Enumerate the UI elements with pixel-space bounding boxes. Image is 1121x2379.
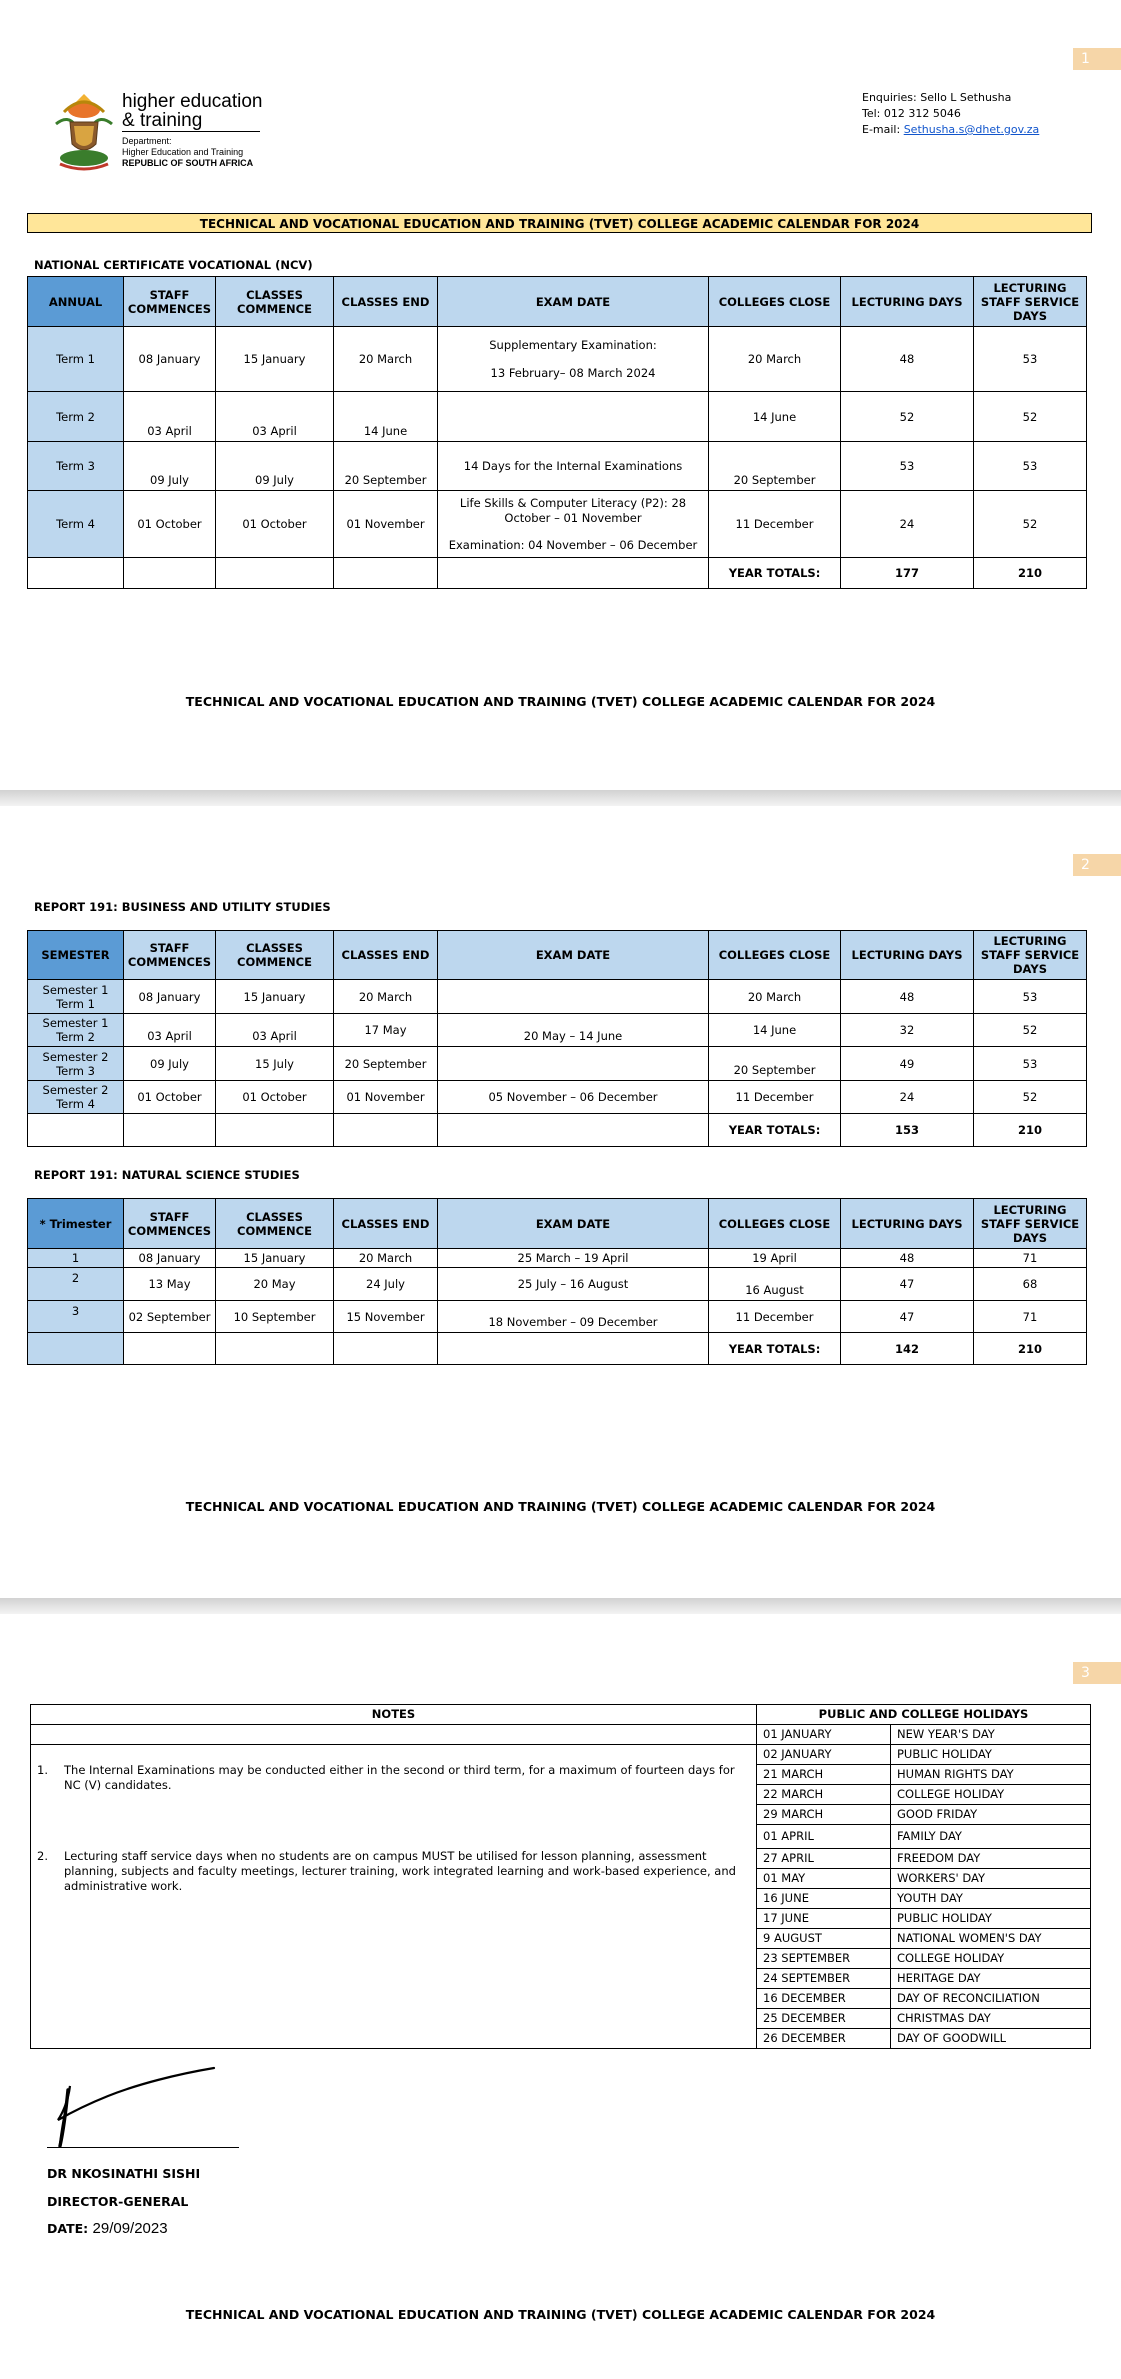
table-row: Semester 1 Term 1 08 January 15 January 20 March 20 March 48 53 xyxy=(28,980,1087,1014)
note-item: 2. Lecturing staff service days when no students are on campus MUST be utilised for lesson planning, assessment planning, subjects and faculty meetings, lecturer training, work integrated learning and work-based experience, and administrative work. xyxy=(37,1849,736,1893)
table-row: Term 3 09 July 09 July 20 September 14 Days for the Internal Examinations 20 September 53 53 xyxy=(28,442,1087,491)
table-row: Semester 1 Term 2 03 April 03 April 17 May 20 May – 14 June 14 June 32 52 xyxy=(28,1014,1087,1047)
business-section-label: REPORT 191: BUSINESS AND UTILITY STUDIES xyxy=(34,900,331,914)
totals-row: YEAR TOTALS: 142 210 xyxy=(28,1333,1087,1365)
page-3 xyxy=(0,1614,1121,2379)
page-number: 3 xyxy=(1073,1662,1121,1684)
page-footer: TECHNICAL AND VOCATIONAL EDUCATION AND TRAINING (TVET) COLLEGE ACADEMIC CALENDAR FOR 2024 xyxy=(185,1499,936,1514)
notes-holidays-table xyxy=(30,1704,1091,2049)
table-row: 2 13 May 20 May 24 July 25 July – 16 August 16 August 47 68 xyxy=(28,1268,1087,1301)
page-number: 2 xyxy=(1073,854,1121,876)
totals-row: YEAR TOTALS: 153 210 xyxy=(28,1114,1087,1147)
table-row: 22 MARCH COLLEGE HOLIDAY xyxy=(31,1785,1091,1805)
notes-body xyxy=(31,1745,757,2049)
department-wordmark: higher education & training Department: Higher Education and Training REPUBLIC OF SOUTH AFRICA xyxy=(122,91,263,168)
table-row: 23 SEPTEMBER COLLEGE HOLIDAY xyxy=(31,1949,1091,1969)
ncv-calendar-table xyxy=(27,276,1087,589)
page-2 xyxy=(0,806,1121,1598)
table-row: 01 MAY WORKERS' DAY xyxy=(31,1869,1091,1889)
table-row: 3 02 September 10 September 15 November 18 November – 09 December 11 December 47 71 xyxy=(28,1301,1087,1333)
totals-row: YEAR TOTALS: 177 210 xyxy=(28,558,1087,589)
table-row: 01 APRIL FAMILY DAY xyxy=(31,1825,1091,1849)
calendar-title-banner: TECHNICAL AND VOCATIONAL EDUCATION AND TRAINING (TVET) COLLEGE ACADEMIC CALENDAR FOR 2024 xyxy=(27,213,1092,233)
table-row: 9 AUGUST NATIONAL WOMEN'S DAY xyxy=(31,1929,1091,1949)
table-row: 1 08 January 15 January 20 March 25 March – 19 April 19 April 48 71 xyxy=(28,1249,1087,1268)
table-row: Term 1 08 January 15 January 20 March Supplementary Examination: 13 February– 08 March 2024 20 March 48 53 xyxy=(28,327,1087,392)
signature-date: DATE: 29/09/2023 xyxy=(47,2220,168,2237)
table-row: 21 MARCH HUMAN RIGHTS DAY xyxy=(31,1765,1091,1785)
table-row: 24 SEPTEMBER HERITAGE DAY xyxy=(31,1969,1091,1989)
table-header-row: NOTES PUBLIC AND COLLEGE HOLIDAYS xyxy=(31,1705,1091,1725)
email-link[interactable]: Sethusha.s@dhet.gov.za xyxy=(903,123,1040,136)
table-row: 26 DECEMBER DAY OF GOODWILL xyxy=(31,2029,1091,2049)
table-row: 1. The Internal Examinations may be conducted either in the second or third term, for a maximum of fourteen days for NC (V) candidates. 2. Lecturing staff service days when no students are on campus MUST be utilised for lesson planning, assessment planning, subjects and faculty meetings, lecturer training, work integrated learning and work-based experience, and administrative work. 02 JANUARY PUBLIC HOLIDAY xyxy=(31,1745,1091,1765)
signature-image xyxy=(48,2066,248,2148)
table-row: Semester 2 Term 4 01 October 01 October 01 November 05 November – 06 December 11 December 24 52 xyxy=(28,1081,1087,1114)
table-header-row: SEMESTER STAFF COMMENCES CLASSES COMMENCE CLASSES END EXAM DATE COLLEGES CLOSE LECTURING DAYS LECTURING STAFF SERVICE DAYS xyxy=(28,931,1087,980)
table-row: 16 JUNE YOUTH DAY xyxy=(31,1889,1091,1909)
enquiries-block: Enquiries: Sello L Sethusha Tel: 012 312 5046 E-mail: Sethusha.s@dhet.gov.za xyxy=(862,91,1040,136)
table-header-row: ANNUAL STAFF COMMENCES CLASSES COMMENCE CLASSES END EXAM DATE COLLEGES CLOSE LECTURING DAYS LECTURING STAFF SERVICE DAYS xyxy=(28,277,1087,327)
page-number: 1 xyxy=(1073,48,1121,70)
table-row: 29 MARCH GOOD FRIDAY xyxy=(31,1805,1091,1825)
note-item: 1. The Internal Examinations may be conducted either in the second or third term, for a maximum of fourteen days for NC (V) candidates. xyxy=(37,1763,735,1792)
table-row: 01 JANUARY NEW YEAR'S DAY xyxy=(31,1725,1091,1745)
page-footer: TECHNICAL AND VOCATIONAL EDUCATION AND TRAINING (TVET) COLLEGE ACADEMIC CALENDAR FOR 2024 xyxy=(185,2307,936,2322)
page-1 xyxy=(0,0,1121,790)
table-row: Semester 2 Term 3 09 July 15 July 20 September 20 September 49 53 xyxy=(28,1047,1087,1081)
signatory-title: DIRECTOR-GENERAL xyxy=(47,2194,189,2209)
natural-calendar-table xyxy=(27,1198,1087,1365)
table-row: Term 2 03 April 03 April 14 June 14 June 52 52 xyxy=(28,392,1087,442)
table-row: Term 4 01 October 01 October 01 November Life Skills & Computer Literacy (P2): 28 October – 01 November Examination: 04 November – 06 December 11 December 24 52 xyxy=(28,491,1087,558)
ncv-section-label: NATIONAL CERTIFICATE VOCATIONAL (NCV) xyxy=(34,258,313,272)
business-calendar-table xyxy=(27,930,1087,1147)
natural-section-label: REPORT 191: NATURAL SCIENCE STUDIES xyxy=(34,1168,300,1182)
table-row: 27 APRIL FREEDOM DAY xyxy=(31,1849,1091,1869)
table-row: 25 DECEMBER CHRISTMAS DAY xyxy=(31,2009,1091,2029)
table-header-row: * Trimester STAFF COMMENCES CLASSES COMMENCE CLASSES END EXAM DATE COLLEGES CLOSE LECTURING DAYS LECTURING STAFF SERVICE DAYS xyxy=(28,1199,1087,1249)
signatory-name: DR NKOSINATHI SISHI xyxy=(47,2166,201,2181)
table-row: 16 DECEMBER DAY OF RECONCILIATION xyxy=(31,1989,1091,2009)
page-footer: TECHNICAL AND VOCATIONAL EDUCATION AND TRAINING (TVET) COLLEGE ACADEMIC CALENDAR FOR 2024 xyxy=(185,694,936,709)
table-row: 17 JUNE PUBLIC HOLIDAY xyxy=(31,1909,1091,1929)
